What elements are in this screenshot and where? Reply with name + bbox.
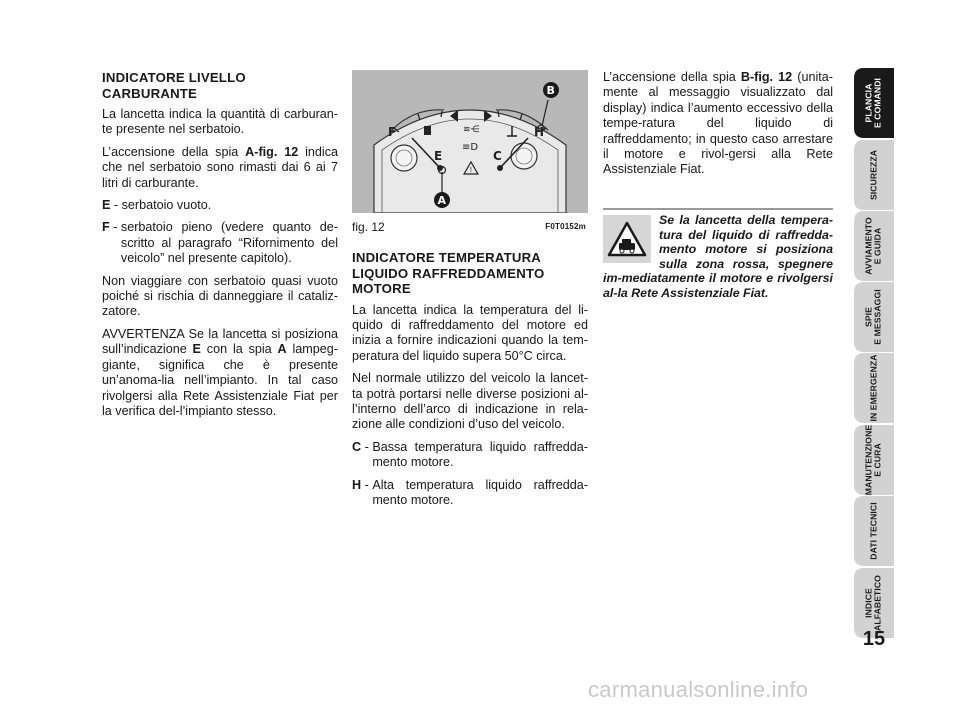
list-item: E - serbatoio vuoto.: [102, 198, 212, 213]
paragraph: L’accensione della spia A-fig. 12 indica che nel serbatoio sono rimasti dai 6 ai 7 litri di carburante.: [102, 144, 338, 190]
watermark: carmanualsonline.info: [588, 677, 809, 702]
figure-reference: B-fig. 12: [740, 70, 793, 84]
chapter-tab[interactable]: [854, 68, 894, 138]
chapter-tab[interactable]: [854, 282, 894, 352]
page-number: 15: [862, 628, 886, 650]
column-coolant-temperature: [352, 250, 588, 515]
svg-text:≋⋲: ≋⋲: [463, 125, 480, 135]
chapter-tab-label: SICUREZZA: [868, 149, 879, 201]
chapter-tab[interactable]: [854, 425, 894, 495]
chapter-tab-label: IN EMERGENZA: [868, 354, 879, 422]
chapter-tab[interactable]: [854, 211, 894, 281]
chapter-tab-label: DATI TECNICI: [868, 502, 879, 560]
paragraph: L’accensione della spia B-fig. 12 (unita-mente al messaggio visualizzato dal display) indica l’aumento eccessivo della tempe-ratura del liquido di raffreddamento; in questo caso arrestare il motore e rivol-gersi alla Rete Assistenziale Fiat.: [603, 70, 833, 177]
column-warning-lamp: [603, 70, 833, 185]
svg-text:C: C: [493, 149, 502, 163]
figure-caption: [352, 220, 588, 234]
chapter-tab-label: PLANCIA E COMANDI: [863, 77, 883, 129]
figure-caption-label: fig. 12: [352, 220, 385, 234]
chapter-tab-label: SPIE E MESSAGGI: [863, 289, 883, 345]
list-item: H - Alta temperatura liquido raffredda-mento motore.: [352, 477, 588, 507]
column-fuel-level: [102, 70, 338, 426]
heading-fuel-level: INDICATORE LIVELLO CARBURANTE: [102, 70, 246, 101]
chapter-tab[interactable]: [854, 353, 894, 423]
svg-text:B: B: [546, 84, 555, 97]
chapter-tab[interactable]: [854, 496, 894, 566]
chapter-tab-label: AVVIAMENTO E GUIDA: [863, 217, 883, 275]
warning-text: Se la lancetta della tempera-tura del liquido di raffredda-mento motore si posiziona sulla zona rossa, spegnere im-mediatamente il motore e rivolgersi al-la Rete Assistenziale Fiat.: [603, 213, 833, 300]
warning-triangle-icon: [603, 215, 651, 263]
list-item: C - Bassa temperatura liquido raffredda-mento motore.: [352, 439, 588, 470]
warning-box: [603, 208, 833, 301]
svg-text:A: A: [437, 194, 447, 207]
svg-text:E: E: [434, 149, 443, 163]
paragraph: La lancetta indica la temperatura del li-quido di raffreddamento del motore ed inizia a fornire indicazioni quando la tem-peratura del liquido supera 50°C circa.: [352, 302, 588, 363]
paragraph: La lancetta indica la quantità di carburan-te presente nel serbatoio.: [102, 107, 338, 137]
chapter-tab[interactable]: [854, 140, 894, 210]
svg-text:≡D: ≡D: [462, 142, 479, 153]
svg-text:F: F: [388, 125, 397, 139]
dashboard-gauges-figure: [352, 70, 588, 213]
paragraph-warning-note: AVVERTENZA Se la lancetta si posiziona sull’indicazione E con la spia A lampeg-giante, significa che è presente un’anoma-lia nell’impianto. In tal caso rivolgersi alla Rete Assistenziale Fiat per la verifica del-l’impianto stesso.: [102, 326, 338, 418]
list-item: F - serbatoio pieno (vedere quanto de-scritto al paragrafo “Rifornimento del veicolo” nel presente capitolo).: [102, 220, 338, 266]
paragraph: Non viaggiare con serbatoio quasi vuoto poiché si rischia di danneggiare il cataliz-zatore.: [102, 273, 338, 319]
figure-code: F0T0152m: [545, 222, 586, 231]
svg-text:!: !: [469, 166, 473, 174]
svg-text:H: H: [534, 125, 545, 139]
chapter-tab-label: INDICE ALFABETICO: [863, 575, 883, 631]
paragraph: Nel normale utilizzo del veicolo la lancet-ta potrà portarsi nelle diverse posizioni al-l’interno dell’arco di indicazione in rela-zione alle condizioni d’uso del veicolo.: [352, 371, 588, 432]
instrument-cluster-illustration: [352, 70, 588, 213]
chapter-tab-label: MANUTENZIONE E CURA: [863, 424, 883, 496]
heading-coolant-temperature: INDICATORE TEMPERATURA LIQUIDO RAFFREDDAMENTO MOTORE: [352, 250, 545, 296]
figure-reference: A-fig. 12: [245, 144, 299, 159]
